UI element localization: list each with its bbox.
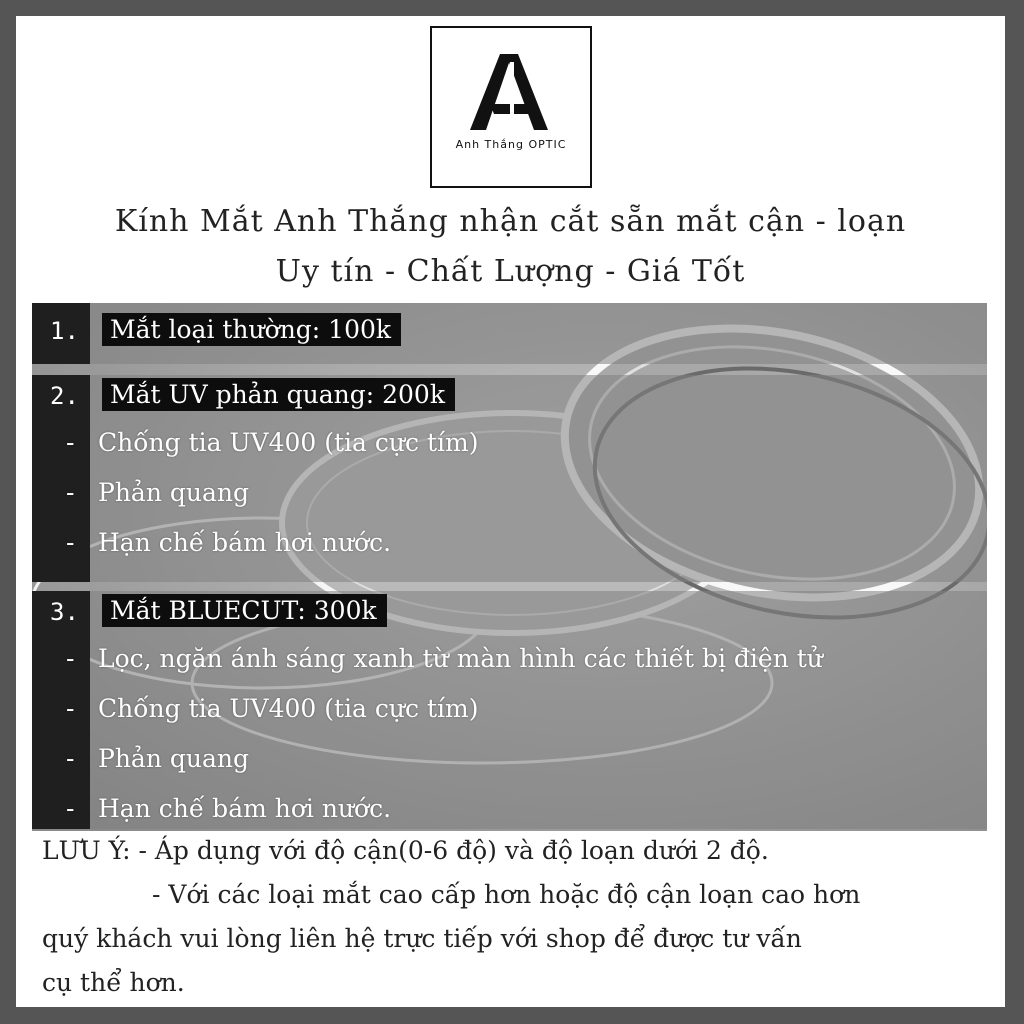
- item-3-bullet: - Phản quang: [66, 744, 249, 773]
- info-card: [16, 16, 1005, 1007]
- item-3-bullet: - Chống tia UV400 (tia cực tím): [66, 694, 479, 723]
- item-3-number: 3.: [50, 598, 79, 626]
- anh-thang-logo-icon: [470, 52, 556, 132]
- item-3-bullet: - Hạn chế bám hơi nước.: [66, 794, 392, 823]
- item-3-title: Mắt BLUECUT: 300k: [102, 594, 387, 627]
- note-line-4: cụ thể hơn.: [42, 968, 185, 997]
- note-line-2: - Với các loại mắt cao cấp hơn hoặc độ cận loạn cao hơn: [152, 880, 861, 909]
- item-2-title: Mắt UV phản quang: 200k: [102, 378, 455, 411]
- headline-line-2: Uy tín - Chất Lượng - Giá Tốt: [275, 254, 746, 289]
- item-2-bullet: - Chống tia UV400 (tia cực tím): [66, 428, 479, 457]
- note-line-3: quý khách vui lòng liên hệ trực tiếp với shop để được tư vấn: [42, 924, 802, 953]
- headline-line-1: Kính Mắt Anh Thắng nhận cắt sẵn mắt cận - loạn: [114, 204, 907, 239]
- item-2-bullet: - Hạn chế bám hơi nước.: [66, 528, 392, 557]
- logo-text: Anh Thắng OPTIC: [455, 138, 567, 151]
- note-line-1: LƯU Ý: - Áp dụng với độ cận(0-6 độ) và độ loạn dưới 2 độ.: [42, 836, 769, 865]
- item-2-number: 2.: [50, 382, 79, 410]
- brand-logo: [430, 26, 592, 188]
- item-3-bullet: - Lọc, ngăn ánh sáng xanh từ màn hình các thiết bị điện tử: [66, 644, 823, 673]
- item-1-number: 1.: [50, 317, 79, 345]
- item-2-bullet: - Phản quang: [66, 478, 249, 507]
- item-1-title: Mắt loại thường: 100k: [102, 313, 401, 346]
